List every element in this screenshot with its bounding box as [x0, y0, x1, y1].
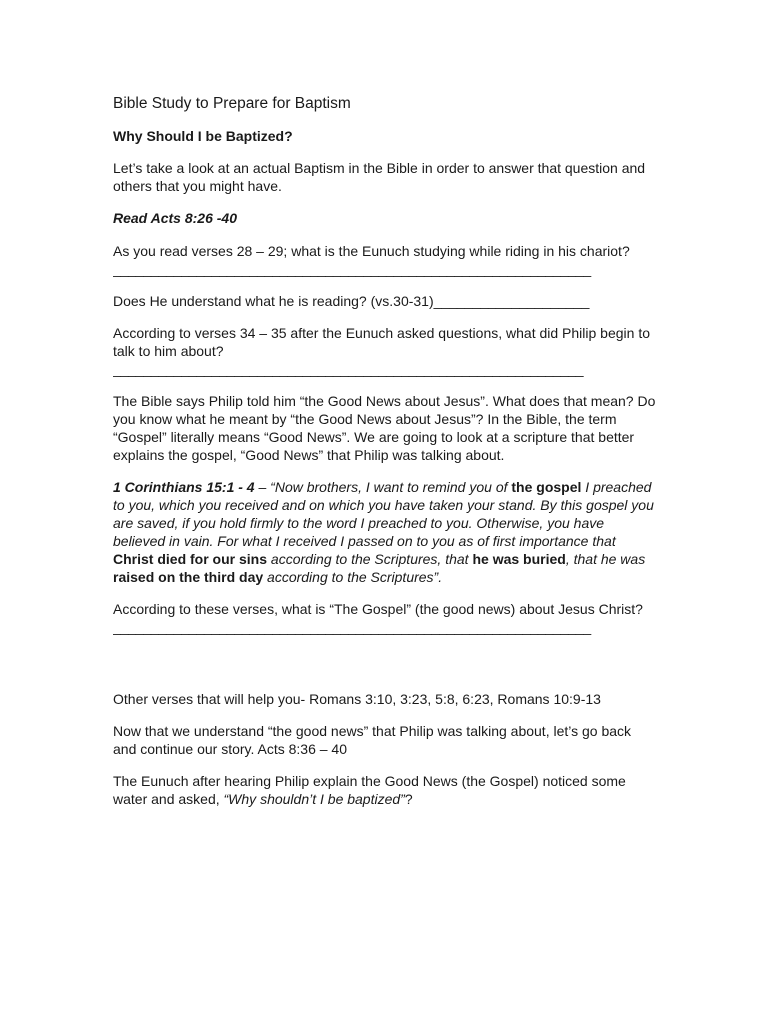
- answer-blank-line: ____________________: [433, 293, 590, 309]
- other-verses-paragraph: Other verses that will help you- Romans 3:10, 3:23, 5:8, 6:23, Romans 10:9-13: [113, 691, 601, 707]
- scripture-text: according to the Scriptures, that: [267, 551, 473, 567]
- intro-paragraph: Let’s take a look at an actual Baptism in the Bible in order to answer that question and others that you might have.: [113, 160, 646, 194]
- scripture-text: , that he was: [565, 551, 646, 567]
- scripture-emphasis: raised on the third day: [113, 569, 264, 585]
- scripture-emphasis: Christ died for our sins: [113, 551, 268, 567]
- eunuch-quote: “Why shouldn’t I be baptized”: [223, 791, 405, 807]
- answer-blank-line: _______________________________________________________________: [113, 261, 591, 277]
- document-page: [113, 94, 658, 822]
- question-text: According to these verses, what is “The Gospel” (the good news) about Jesus Christ?: [113, 601, 643, 617]
- scripture-text: I preached to you, which you received and on which you have taken your stand. By this gospel you are saved, if you hold firmly to the word I preached to you. Otherwise, you have believed in vain. For what I received I passed on to you as of first importance that: [113, 479, 654, 549]
- scripture-reference: 1 Corinthians 15:1 - 4: [113, 479, 255, 495]
- scripture-emphasis: the gospel: [511, 479, 582, 495]
- question-text: As you read verses 28 – 29; what is the Eunuch studying while riding in his chariot?: [113, 243, 630, 259]
- eunuch-end: ?: [404, 791, 413, 807]
- scripture-dash: –: [254, 479, 271, 495]
- scripture-text: according to the Scriptures”.: [263, 569, 443, 585]
- read-acts-heading: Read Acts 8:26 -40: [113, 210, 237, 226]
- continue-story-paragraph: Now that we understand “the good news” that Philip was talking about, let’s go back and continue our story. Acts 8:36 – 40: [113, 723, 632, 757]
- question-philip-talk: [113, 324, 658, 378]
- scripture-emphasis: he was buried: [472, 551, 566, 567]
- gospel-explanation-paragraph: The Bible says Philip told him “the Good News about Jesus”. What does that mean? Do you know what he meant by “the Good News about Jesus”? In the Bible, the term “Gospel” literally means “Good News”. We are going to look at a scripture that better explains the gospel, “Good News” that Philip was talking about.: [113, 393, 656, 463]
- question-what-is-gospel: [113, 600, 658, 636]
- answer-blank-line: ______________________________________________________________: [113, 361, 584, 377]
- spacer: [113, 650, 658, 690]
- eunuch-question-paragraph: [113, 772, 658, 808]
- document-title: Bible Study to Prepare for Baptism: [113, 95, 351, 112]
- question-understand-reading: [113, 292, 658, 310]
- document-subtitle: Why Should I be Baptized?: [113, 128, 293, 144]
- question-eunuch-studying: [113, 242, 658, 278]
- question-text: According to verses 34 – 35 after the Eunuch asked questions, what did Philip begin to talk to him about?: [113, 325, 651, 359]
- eunuch-text: The Eunuch after hearing Philip explain the Good News (the Gospel) noticed some water and asked,: [113, 773, 626, 807]
- scripture-passage: [113, 478, 658, 586]
- scripture-text: “Now brothers, I want to remind you of: [270, 479, 512, 495]
- question-text: Does He understand what he is reading? (vs.30-31): [113, 293, 434, 309]
- answer-blank-line: _______________________________________________________________: [113, 619, 591, 635]
